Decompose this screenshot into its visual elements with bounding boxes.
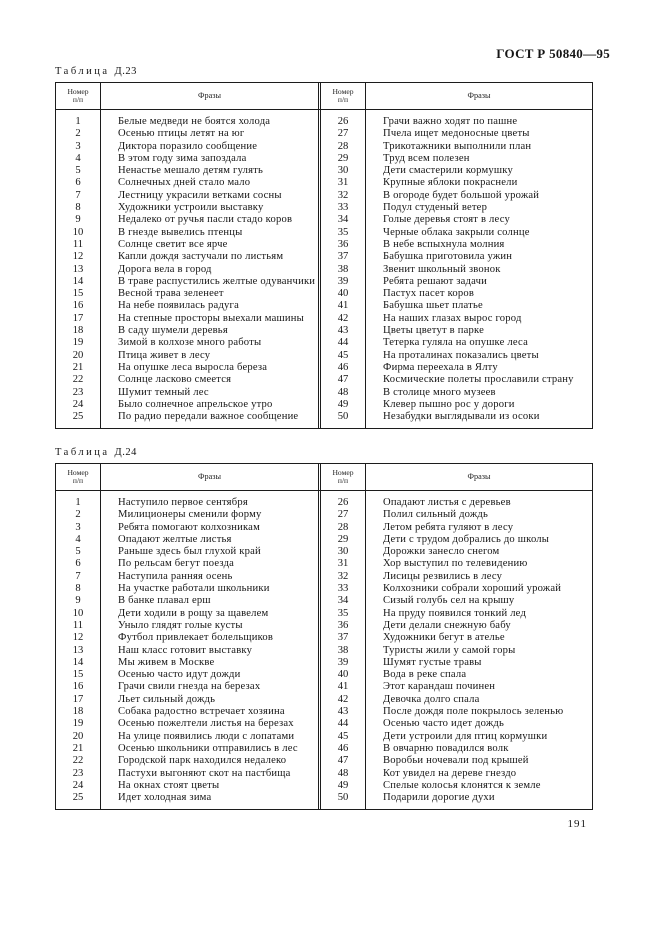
row-number: 29: [321, 534, 366, 546]
phrase-text: В банке плавал ерш: [101, 595, 321, 607]
phrase-text: Милиционеры сменили форму: [101, 509, 321, 521]
column-header-number-line1: Номер: [332, 467, 354, 477]
phrase-text: В траве распустились желтые одуванчики: [101, 276, 321, 288]
phrase-text: Бабушка приготовила ужин: [383, 251, 513, 263]
phrase-text: Крупные яблоки покраснели: [383, 177, 518, 189]
phrase-text: В столице много музеев: [383, 386, 496, 398]
row-number: 39: [321, 657, 366, 669]
spacer-cell: [321, 804, 366, 809]
row-number: 12: [56, 632, 101, 644]
phrase-text: Кот увидел на дереве гнездо: [383, 767, 517, 779]
phrase-text: Туристы жили у самой горы: [383, 644, 516, 656]
phrase-text: Недалеко от ручья пасли стадо коров: [101, 214, 321, 226]
row-number: 11: [56, 620, 101, 632]
phrase-text: Пастухи выгоняют скот на пастбища: [101, 768, 321, 780]
row-number: 44: [321, 337, 366, 349]
phrase-text: Белые медведи не боятся холода: [101, 116, 321, 128]
column-header-number-line2: п/п: [337, 95, 349, 104]
row-number: 48: [321, 387, 366, 399]
phrase-text: В огороде будет большой урожай: [383, 189, 540, 201]
row-number: 41: [321, 681, 366, 693]
phrase-table-d23: [55, 82, 593, 429]
column-header-number-line1: Номер: [67, 467, 89, 477]
row-number: 37: [321, 251, 366, 263]
row-number: 8: [56, 202, 101, 214]
phrase-text: На окнах стоят цветы: [101, 780, 321, 792]
row-number: 42: [321, 694, 366, 706]
row-number: 16: [56, 300, 101, 312]
column-header-number-line1: Номер: [332, 86, 354, 96]
row-number: 14: [56, 276, 101, 288]
row-number: 13: [56, 645, 101, 657]
column-header-phrases: Фразы: [467, 90, 491, 100]
row-number: 27: [321, 128, 366, 140]
row-number: 11: [56, 239, 101, 251]
spacer-cell: [101, 423, 321, 428]
phrase-text: Осенью школьники отправились в лес: [101, 743, 321, 755]
phrase-text: Ненастье мешало детям гулять: [101, 165, 321, 177]
row-number: 34: [321, 595, 366, 607]
row-number: 18: [56, 325, 101, 337]
phrase-text: Осенью пожелтели листья на березах: [101, 718, 321, 730]
column-header-phrases: Фразы: [101, 83, 321, 109]
row-number: 43: [321, 706, 366, 718]
phrase-text: Наш класс готовит выставку: [101, 645, 321, 657]
page-number: 191: [567, 818, 587, 830]
phrase-text: Колхозники собрали хороший урожай: [383, 583, 562, 595]
phrase-text: Ребята решают задачи: [383, 275, 488, 287]
phrase-text: Дети делали снежную бабу: [383, 619, 511, 631]
phrase-text: Дорожки занесло снегом: [383, 546, 500, 558]
phrase-text: Сизый голубь сел на крышу: [383, 595, 515, 607]
phrase-text: Клевер пышно рос у дороги: [383, 398, 515, 410]
column-header-phrases: Фразы: [101, 464, 321, 490]
row-number: 1: [56, 116, 101, 128]
column-header-number: [56, 83, 101, 109]
table-label-word: Таблица: [55, 66, 110, 77]
row-number: 15: [56, 669, 101, 681]
phrase-text: Художники устроили выставку: [101, 202, 321, 214]
row-number: 31: [321, 177, 366, 189]
column-header-number-line2: п/п: [72, 476, 84, 485]
phrase-text: Трикотажники выполнили план: [383, 140, 532, 152]
phrase-text: Хор выступил по телевидению: [383, 558, 528, 570]
row-number: 6: [56, 558, 101, 570]
phrase-text: Солнечных дней стало мало: [101, 177, 321, 189]
phrase-text: На наших глазах вырос город: [383, 312, 522, 324]
table-header-row: [56, 464, 592, 491]
row-number: 34: [321, 214, 366, 226]
row-number: 10: [56, 227, 101, 239]
table-label: [55, 66, 593, 77]
row-number: 25: [56, 411, 101, 423]
row-number: 5: [56, 546, 101, 558]
row-number: 21: [56, 362, 101, 374]
phrase-text: На степные просторы выехали машины: [101, 313, 321, 325]
phrase-text: Пчела ищет медоносные цветы: [383, 128, 530, 140]
phrase-text: Лисицы резвились в лесу: [383, 570, 503, 582]
phrase-text: Опадают листья с деревьев: [383, 497, 511, 508]
phrase-text: На небе появилась радуга: [101, 300, 321, 312]
table-label-number: Д.24: [114, 447, 137, 458]
phrase-text: В небе вспыхнула молния: [383, 238, 505, 250]
phrase-text: Летом ребята гуляют в лесу: [383, 521, 514, 533]
row-number: 7: [56, 571, 101, 583]
row-number: 36: [321, 620, 366, 632]
phrase-text: Грачи важно ходят по пашне: [383, 116, 518, 127]
phrase-text: Девочка долго спала: [383, 693, 480, 705]
phrase-text: Наступила ранняя осень: [101, 571, 321, 583]
row-number: 20: [56, 731, 101, 743]
row-number: 49: [321, 780, 366, 792]
row-number: 23: [56, 387, 101, 399]
phrase-text: Спелые колосья клонятся к земле: [383, 779, 541, 791]
table-body: [56, 110, 592, 428]
phrase-text: Этот карандаш починен: [383, 681, 496, 693]
standard-reference: ГОСТ Р 50840—95: [496, 46, 610, 61]
phrase-text: Подарили дорогие духи: [383, 792, 495, 804]
phrase-text: В овчарню повадился волк: [383, 742, 509, 754]
phrase-text: Фирма переехала в Ялту: [383, 361, 498, 373]
row-number: 21: [56, 743, 101, 755]
column-header-number: [56, 464, 101, 490]
row-number: 26: [321, 497, 366, 509]
phrase-text: По рельсам бегут поезда: [101, 558, 321, 570]
column-header-number-line2: п/п: [72, 95, 84, 104]
row-number: 5: [56, 165, 101, 177]
row-number: 6: [56, 177, 101, 189]
phrase-text: Вода в реке спала: [383, 669, 467, 681]
phrase-text: Художники бегут в ателье: [383, 632, 505, 644]
row-number: 41: [321, 300, 366, 312]
phrase-text: Футбол привлекает болельщиков: [101, 632, 321, 644]
row-number: 38: [321, 645, 366, 657]
row-number: 39: [321, 276, 366, 288]
phrase-text: Дети с трудом добрались до школы: [383, 533, 550, 545]
phrase-text: Тетерка гуляла на опушке леса: [383, 337, 528, 349]
phrase-table-d24: [55, 463, 593, 810]
row-number: 10: [56, 608, 101, 620]
phrase-text: Осенью птицы летят на юг: [101, 128, 321, 140]
row-number: 22: [56, 755, 101, 767]
row-number: 35: [321, 608, 366, 620]
phrase-text: Уныло глядят голые кусты: [101, 620, 321, 632]
row-number: 22: [56, 374, 101, 386]
row-number: 7: [56, 190, 101, 202]
row-number: 31: [321, 558, 366, 570]
column-header-phrases: Фразы: [467, 471, 491, 481]
phrase-text: В гнезде вывелись птенцы: [101, 227, 321, 239]
row-number: 3: [56, 522, 101, 534]
row-number: 26: [321, 116, 366, 128]
spacer-cell: [56, 804, 101, 809]
row-number: 24: [56, 399, 101, 411]
phrase-text: Было солнечное апрельское утро: [101, 399, 321, 411]
phrase-text: Космические полеты прославили страну: [383, 374, 574, 386]
phrase-text: Лестницу украсили ветками сосны: [101, 190, 321, 202]
phrase-text: Льет сильный дождь: [101, 694, 321, 706]
phrase-text: Дорога вела в город: [101, 264, 321, 276]
phrase-text: Солнце ласково смеется: [101, 374, 321, 386]
column-header-number: [321, 83, 366, 109]
row-number: 9: [56, 214, 101, 226]
row-number: 32: [321, 190, 366, 202]
row-number: 38: [321, 264, 366, 276]
phrase-text: Полил сильный дождь: [383, 509, 489, 521]
row-number: 3: [56, 141, 101, 153]
phrase-text: Дети ходили в рощу за щавелем: [101, 608, 321, 620]
column-header-number-line2: п/п: [337, 476, 349, 485]
phrase-text: Черные облака закрыли солнце: [383, 226, 530, 238]
row-number: 13: [56, 264, 101, 276]
row-number: 17: [56, 694, 101, 706]
row-number: 30: [321, 546, 366, 558]
phrase-text: Звенит школьный звонок: [383, 263, 501, 275]
phrase-text: Голые деревья стоят в лесу: [383, 214, 510, 226]
spacer-cell: [56, 423, 101, 428]
row-number: 36: [321, 239, 366, 251]
row-number: 33: [321, 202, 366, 214]
row-number: 19: [56, 718, 101, 730]
row-number: 42: [321, 313, 366, 325]
row-number: 46: [321, 362, 366, 374]
phrase-text: Дети смастерили кормушку: [383, 165, 513, 177]
row-number: 30: [321, 165, 366, 177]
table-block-d23: [55, 66, 593, 429]
row-number: 29: [321, 153, 366, 165]
row-number: 44: [321, 718, 366, 730]
phrase-text: По радио передали важное сообщение: [101, 411, 321, 423]
phrase-text: Идет холодная зима: [101, 792, 321, 804]
table-block-d24: [55, 447, 593, 810]
row-number: 48: [321, 768, 366, 780]
row-number: 27: [321, 509, 366, 521]
phrase-text: Труд всем полезен: [383, 152, 470, 164]
row-number: 8: [56, 583, 101, 595]
phrase-text: После дождя поле покрылось зеленью: [383, 706, 564, 718]
row-number: 50: [321, 411, 366, 423]
row-number: 40: [321, 669, 366, 681]
phrase-text: На проталинах показались цветы: [383, 349, 539, 361]
table-label-number: Д.23: [114, 66, 137, 77]
row-number: 2: [56, 128, 101, 140]
row-number: 20: [56, 350, 101, 362]
phrase-text: На участке работали школьники: [101, 583, 321, 595]
table-body: [56, 491, 592, 809]
spacer-cell: [366, 804, 592, 809]
phrase-text: Грачи свили гнезда на березах: [101, 681, 321, 693]
phrase-text: Птица живет в лесу: [101, 350, 321, 362]
row-number: 28: [321, 522, 366, 534]
row-number: 45: [321, 731, 366, 743]
row-number: 1: [56, 497, 101, 509]
row-number: 23: [56, 768, 101, 780]
row-number: 9: [56, 595, 101, 607]
phrase-text: Цветы цветут в парке: [383, 325, 484, 337]
phrase-text: Шумят густые травы: [383, 656, 482, 668]
row-number: 24: [56, 780, 101, 792]
row-number: 4: [56, 534, 101, 546]
row-number: 46: [321, 743, 366, 755]
row-number: 17: [56, 313, 101, 325]
row-number: 4: [56, 153, 101, 165]
row-number: 16: [56, 681, 101, 693]
phrase-text: Дети устроили для птиц кормушки: [383, 730, 548, 742]
phrase-text: Воробьи ночевали под крышей: [383, 755, 529, 767]
row-number: 45: [321, 350, 366, 362]
row-number: 47: [321, 374, 366, 386]
row-number: 18: [56, 706, 101, 718]
table-label: [55, 447, 593, 458]
phrase-text: Городской парк находился недалеко: [101, 755, 321, 767]
phrase-text: Осенью часто идут дожди: [101, 669, 321, 681]
table-label-word: Таблица: [55, 447, 110, 458]
phrase-text: На пруду появился тонкий лед: [383, 607, 527, 619]
spacer-cell: [366, 423, 592, 428]
phrase-text: Собака радостно встречает хозяина: [101, 706, 321, 718]
phrase-text: Диктора поразило сообщение: [101, 141, 321, 153]
phrase-text: Зимой в колхозе много работы: [101, 337, 321, 349]
row-number: 15: [56, 288, 101, 300]
phrase-text: Пастух пасет коров: [383, 288, 475, 300]
column-header-number-line1: Номер: [67, 86, 89, 96]
row-number: 19: [56, 337, 101, 349]
phrase-text: Незабудки выглядывали из осоки: [383, 411, 540, 423]
row-number: 25: [56, 792, 101, 804]
row-number: 2: [56, 509, 101, 521]
phrase-text: Весной трава зеленеет: [101, 288, 321, 300]
phrase-text: В этом году зима запоздала: [101, 153, 321, 165]
phrase-text: В саду шумели деревья: [101, 325, 321, 337]
row-number: 50: [321, 792, 366, 804]
phrase-text: Капли дождя застучали по листьям: [101, 251, 321, 263]
row-number: 43: [321, 325, 366, 337]
spacer-cell: [101, 804, 321, 809]
row-number: 40: [321, 288, 366, 300]
phrase-text: Мы живем в Москве: [101, 657, 321, 669]
phrase-text: Опадают желтые листья: [101, 534, 321, 546]
row-number: 37: [321, 632, 366, 644]
spacer-cell: [321, 423, 366, 428]
row-number: 28: [321, 141, 366, 153]
row-number: 12: [56, 251, 101, 263]
phrase-text: Подул студеный ветер: [383, 202, 488, 214]
phrase-text: На опушке леса выросла береза: [101, 362, 321, 374]
phrase-text: Шумит темный лес: [101, 387, 321, 399]
row-number: 47: [321, 755, 366, 767]
row-number: 35: [321, 227, 366, 239]
row-number: 33: [321, 583, 366, 595]
phrase-text: Бабушка шьет платье: [383, 300, 483, 312]
table-header-row: [56, 83, 592, 110]
row-number: 32: [321, 571, 366, 583]
phrase-text: Ребята помогают колхозникам: [101, 522, 321, 534]
column-header-number: [321, 464, 366, 490]
phrase-text: Раньше здесь был глухой край: [101, 546, 321, 558]
row-number: 49: [321, 399, 366, 411]
phrase-text: Солнце светит все ярче: [101, 239, 321, 251]
phrase-text: Наступило первое сентября: [101, 497, 321, 509]
phrase-text: Осенью часто идет дождь: [383, 718, 505, 730]
row-number: 14: [56, 657, 101, 669]
phrase-text: На улице появились люди с лопатами: [101, 731, 321, 743]
